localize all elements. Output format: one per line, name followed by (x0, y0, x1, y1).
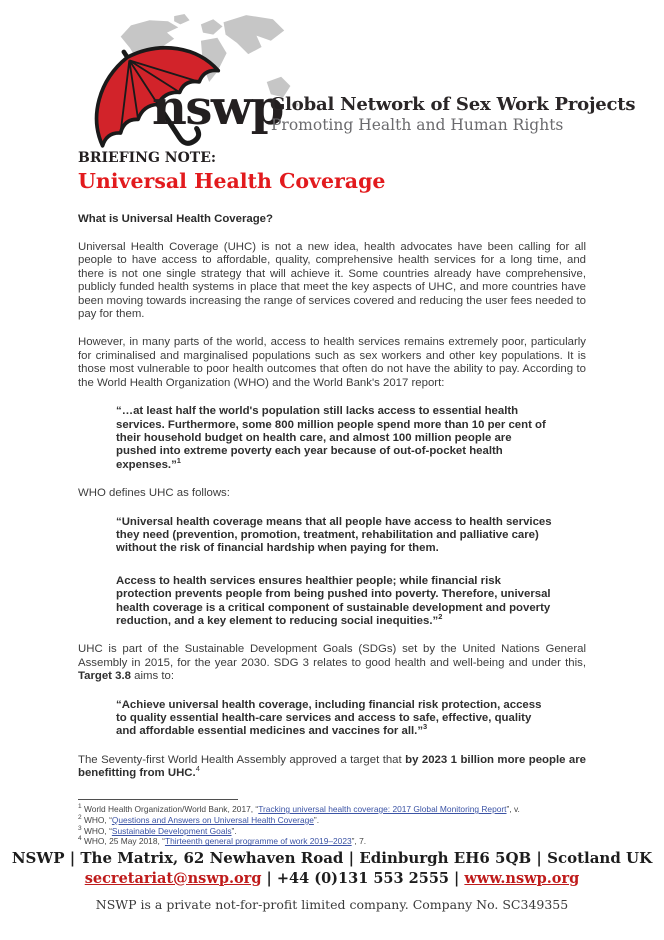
footnotes-section (78, 799, 590, 847)
footnote-link[interactable]: Thirteenth general programme of work 2019–2023 (164, 836, 352, 847)
footer-email-link[interactable]: secretariat@nswp.org (84, 869, 262, 887)
sdg-text-pre: UHC is part of the Sustainable Development Goals (SDGs) set by the United Nations General Assembly in 2015, for the year 2030. SDG 3 relates to good health and well-being and under this, (78, 643, 586, 669)
footnote-text: ”. (313, 814, 320, 825)
footnote-link[interactable]: Tracking universal health coverage: 2017 Global Monitoring Report (258, 804, 507, 814)
org-name: Global Network of Sex Work Projects (270, 94, 636, 115)
header (0, 0, 664, 150)
footer-contact (0, 870, 664, 888)
wha-text-pre: The Seventy-first World Health Assembly approved a target that (78, 753, 406, 766)
quote-text: “Achieve universal health coverage, including financial risk protection, access to quality essential health-care services and access to safe, effective, quality and affordable essential medicines and vaccines for all.” (116, 698, 542, 738)
nswp-wordmark: nswp (152, 80, 283, 136)
sdg-text-post: aims to: (130, 670, 175, 683)
footnote-ref-2: 2 (438, 612, 443, 622)
footnote-text: ”, 7. (351, 836, 367, 847)
section-heading-what-is-uhc: What is Universal Health Coverage? (78, 212, 273, 225)
footnote-text: ”. (231, 825, 237, 836)
footnote-ref-1: 1 (176, 455, 181, 465)
blockquote-target-3-8 (116, 699, 554, 739)
footnote-link[interactable]: Sustainable Development Goals (111, 825, 232, 836)
page-footer (0, 849, 664, 912)
footnote-number: 3 (78, 824, 82, 832)
paragraph-sdg (78, 643, 586, 683)
footer-company-note: NSWP is a private not-for-profit limited company. Company No. SC349355 (95, 896, 569, 912)
footnote-text: WHO, “ (83, 825, 112, 836)
quote-text: Access to health services ensures healthier people; while financial risk protection prevents people from being pushed into poverty. Therefore, universal health coverage is a critical component of sustainable development and poverty reduction, and a key element to reducing social inequities.” (116, 574, 551, 627)
footnote-ref-3: 3 (423, 722, 428, 732)
footnote-3 (78, 826, 590, 837)
paragraph-wha-target (78, 754, 586, 781)
wha-target-bold: by 2023 1 billion more people are benefitting from UHC. (78, 753, 586, 780)
footnote-number: 2 (78, 814, 82, 821)
footnote-2 (78, 815, 590, 826)
quote-text: “…at least half the world's population still lacks access to essential health services. Furthermore, some 800 million people spend more than 10 per cent of their household budget on health care, and almost 100 million people are pushed into extreme poverty each year because of out-of-pocket health expenses.” (116, 405, 546, 471)
org-tagline: Promoting Health and Human Rights (271, 116, 564, 134)
blockquote-who-definition-part2 (116, 575, 554, 629)
footnote-ref-4: 4 (195, 764, 200, 774)
footnote-1 (78, 804, 590, 815)
footnote-link[interactable]: Questions and Answers on Universal Health Coverage (111, 814, 314, 825)
footnote-text: WHO, 25 May 2018, “ (83, 836, 165, 847)
page-title: Universal Health Coverage (78, 169, 386, 194)
paragraph-uhc-intro: Universal Health Coverage (UHC) is not a new idea, health advocates have been calling for all people to have access to affordable, quality, comprehensive health services for a long time, and there is not one single strategy that will achieve it. Some countries already have comprehensive, publicly funded health systems in place that meet the key aspects of UHC, and more countries have been moving towards increasing the range of services covered and reducing the user fees needed to pay for them. (78, 241, 586, 321)
blockquote-who-worldbank (116, 405, 554, 472)
footer-website-link[interactable]: www.nswp.org (464, 869, 580, 887)
footnote-text: World Health Organization/World Bank, 2017, “ (83, 804, 259, 814)
target-3-8-label: Target 3.8 (78, 670, 131, 683)
footer-address: NSWP | The Matrix, 62 Newhaven Road | Edinburgh EH6 5QB | Scotland UK (11, 849, 653, 867)
footnote-text: WHO, “ (83, 814, 112, 825)
footer-phone: | +44 (0)131 553 2555 | (261, 869, 465, 887)
footnote-text: ”, v. (506, 804, 520, 814)
footnote-separator (78, 799, 238, 800)
kicker-briefing-note: BRIEFING NOTE: (78, 150, 217, 166)
footnote-number: 4 (78, 835, 82, 843)
document-body (78, 150, 586, 792)
blockquote-who-definition-part1: “Universal health coverage means that all people have access to health services they need (prevention, promotion, treatment, rehabilitation and palliative care) without the risk of financial hardship when paying for them. (116, 515, 552, 555)
footnote-4 (78, 836, 590, 847)
footnote-number: 1 (78, 803, 82, 811)
paragraph-who-defines: WHO defines UHC as follows: (78, 487, 230, 500)
paragraph-access-poor: However, in many parts of the world, access to health services remains extremely poor, particularly for criminalised and marginalised populations such as sex workers and other key populations. It is those most vulnerable to poor health outcomes that often do not have the ability to pay. According to the World Health Organization (WHO) and the World Bank's 2017 report: (78, 336, 586, 389)
